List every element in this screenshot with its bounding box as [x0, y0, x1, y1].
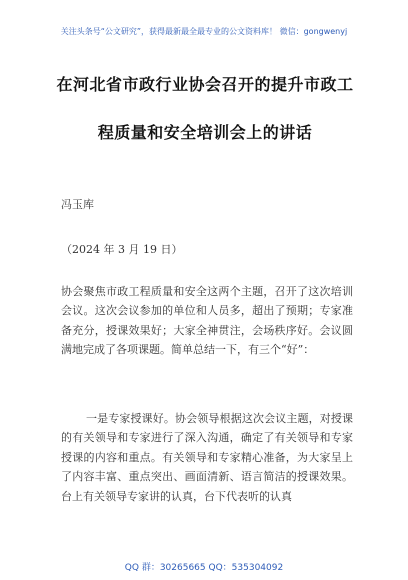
author-name: 冯玉库 — [61, 198, 94, 211]
body-paragraph: 协会聚焦市政工程质量和安全这两个主题，召开了这次培训会议。这次会议参加的单位和人员多，超出了预期；专家准备充分，授课效果好；大家全神贯注，会场秩序好。会议圆满地完成了各项课题。简单总结一下，有三个“好”： — [61, 285, 353, 357]
document-title-line-1: 在河北省市政行业协会召开的提升市政工 — [56, 75, 354, 94]
header-promo-note: 关注头条号“公文研究”，获得最新最全最专业的公文资料库！ 微信：gongwenyj — [60, 27, 348, 36]
body-paragraph: 一是专家授课好。协会领导根据这次会议主题，对授课的有关领导和专家进行了深入沟通，确定了有关领导和专家授课的内容和重点。有关领导和专家精心准备，为大家呈上了内容丰富、重点突出、画面清新、语言简洁的授课效果。台上有关领导专家讲的认真，台下代表听的认真 — [61, 412, 353, 503]
footer-contact-note: QQ 群：30265665 QQ：535304092 — [124, 563, 284, 573]
speech-date: （2024 年 3 月 19 日） — [61, 243, 183, 256]
document-title-line-2: 程质量和安全培训会上的讲话 — [97, 123, 313, 142]
